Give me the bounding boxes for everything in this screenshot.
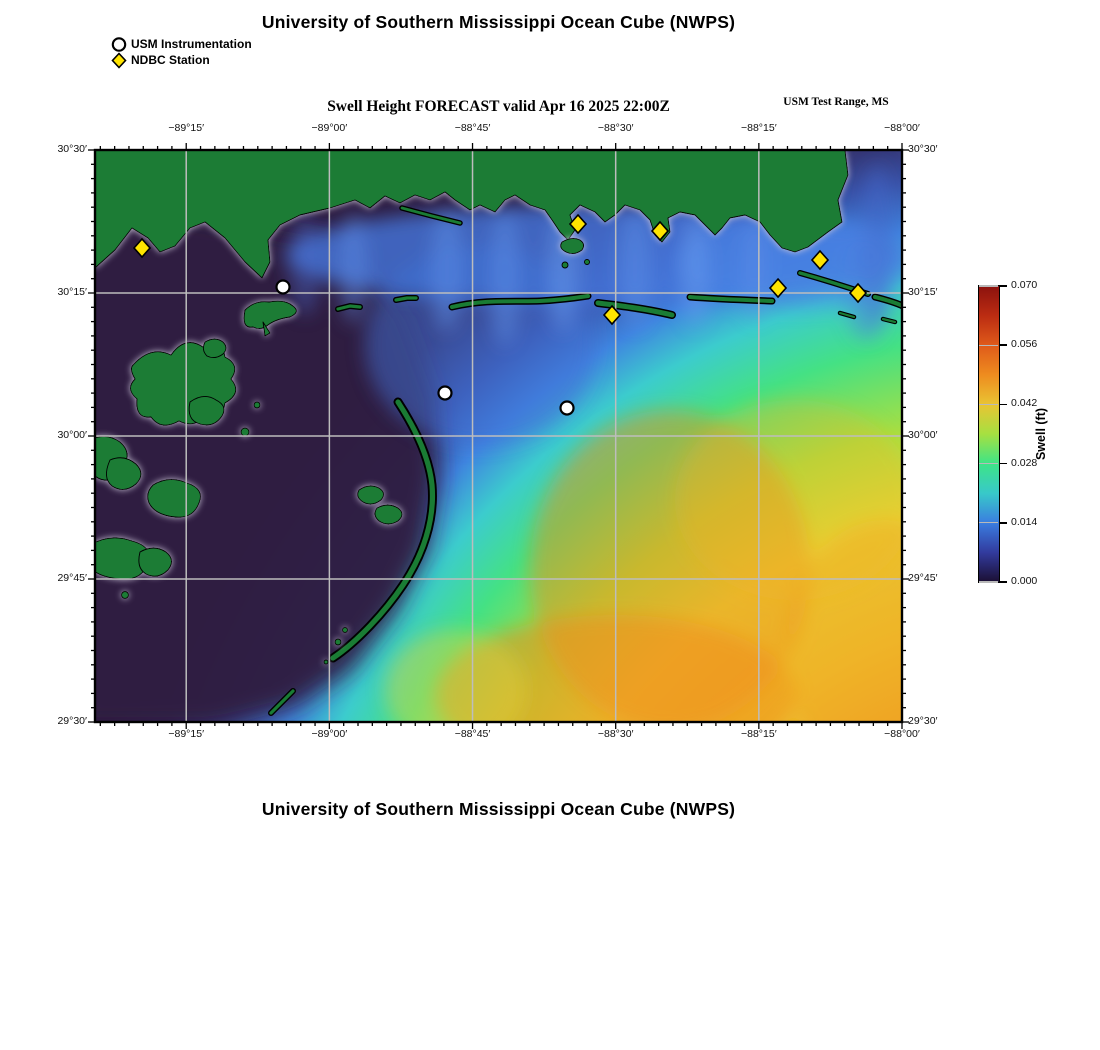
legend-item-ndbc [111,52,252,68]
map-region-label: USM Test Range, MS [783,96,889,108]
land-coastal-lobe [561,238,584,253]
footer-title: University of Southern Mississippi Ocean Cube (NWPS) [261,799,736,819]
lon-tick-label-bottom: −88°30′ [597,728,634,740]
map-title: Swell Height FORECAST valid Apr 16 2025 22:00Z [327,98,670,115]
lon-tick-label-top: −88°30′ [597,122,634,134]
lat-tick-label-right: 30°15′ [908,286,938,298]
legend-label-usm: USM Instrumentation [131,37,252,51]
lon-tick-label-bottom: −89°00′ [311,728,348,740]
colorbar-tick-label: 0.028 [1011,456,1038,469]
lon-tick-label-bottom: −88°45′ [454,728,491,740]
map-plot [95,150,902,722]
lon-tick-label-bottom: −88°00′ [884,728,920,740]
lon-tick-label-top: −88°45′ [454,122,491,134]
colorbar-tick [1000,344,1007,346]
lon-tick-label-bottom: −89°15′ [168,728,205,740]
lon-tick-label-top: −89°15′ [168,122,205,134]
map-legend [111,36,252,68]
usm-circle-marker-icon [111,36,129,53]
colorbar-level-line [979,285,998,286]
islet [562,262,568,268]
lat-tick-label-right: 29°45′ [908,572,938,584]
colorbar-level-line [979,463,998,464]
colorbar-level-line [979,581,998,582]
lon-tick-label-top: −88°15′ [741,122,777,134]
colorbar-tick-label: 0.070 [1011,279,1038,291]
lon-tick-label-top: −89°00′ [311,122,348,134]
colorbar-level-line [979,345,998,346]
legend-label-ndbc: NDBC Station [131,53,210,67]
colorbar-tick-label: 0.014 [1011,515,1038,528]
colorbar-level-line [979,522,998,523]
ndbc-diamond-marker-icon [111,52,129,69]
lat-tick-label-left: 29°45′ [57,572,87,584]
lat-tick-label-right: 30°30′ [908,143,938,155]
colorbar-gradient [979,286,999,582]
colorbar-tick [1000,463,1007,465]
usm-station-marker [438,386,451,399]
colorbar-tick [1000,522,1007,524]
colorbar-tick [1000,285,1007,287]
lat-tick-label-left: 30°30′ [57,143,87,155]
colorbar-level-line [979,404,998,405]
colorbar-tick [1000,404,1007,406]
swell-field [75,150,985,780]
lat-tick-label-left: 30°15′ [57,286,87,298]
lon-tick-label-bottom: −88°15′ [741,728,777,740]
lat-tick-label-left: 29°30′ [57,715,87,727]
swell-heatmap [95,150,902,722]
legend-item-usm [111,36,252,52]
colorbar-tick-label: 0.042 [1011,397,1038,410]
colorbar-tick-label: 0.056 [1011,338,1038,351]
usm-station-marker [276,280,289,293]
page-title: University of Southern Mississippi Ocean Cube (NWPS) [261,12,736,32]
colorbar-tick-label: 0.000 [1011,575,1038,587]
lat-tick-label-right: 30°00′ [908,429,938,441]
colorbar [978,285,1000,583]
islet [585,260,590,265]
lat-tick-label-right: 29°30′ [908,715,938,727]
colorbar-tick [1000,581,1007,583]
usm-station-marker [561,401,574,414]
lat-tick-label-left: 30°00′ [57,429,87,441]
lon-tick-label-top: −88°00′ [884,122,920,134]
colorbar-title: Swell (ft) [1034,407,1048,461]
